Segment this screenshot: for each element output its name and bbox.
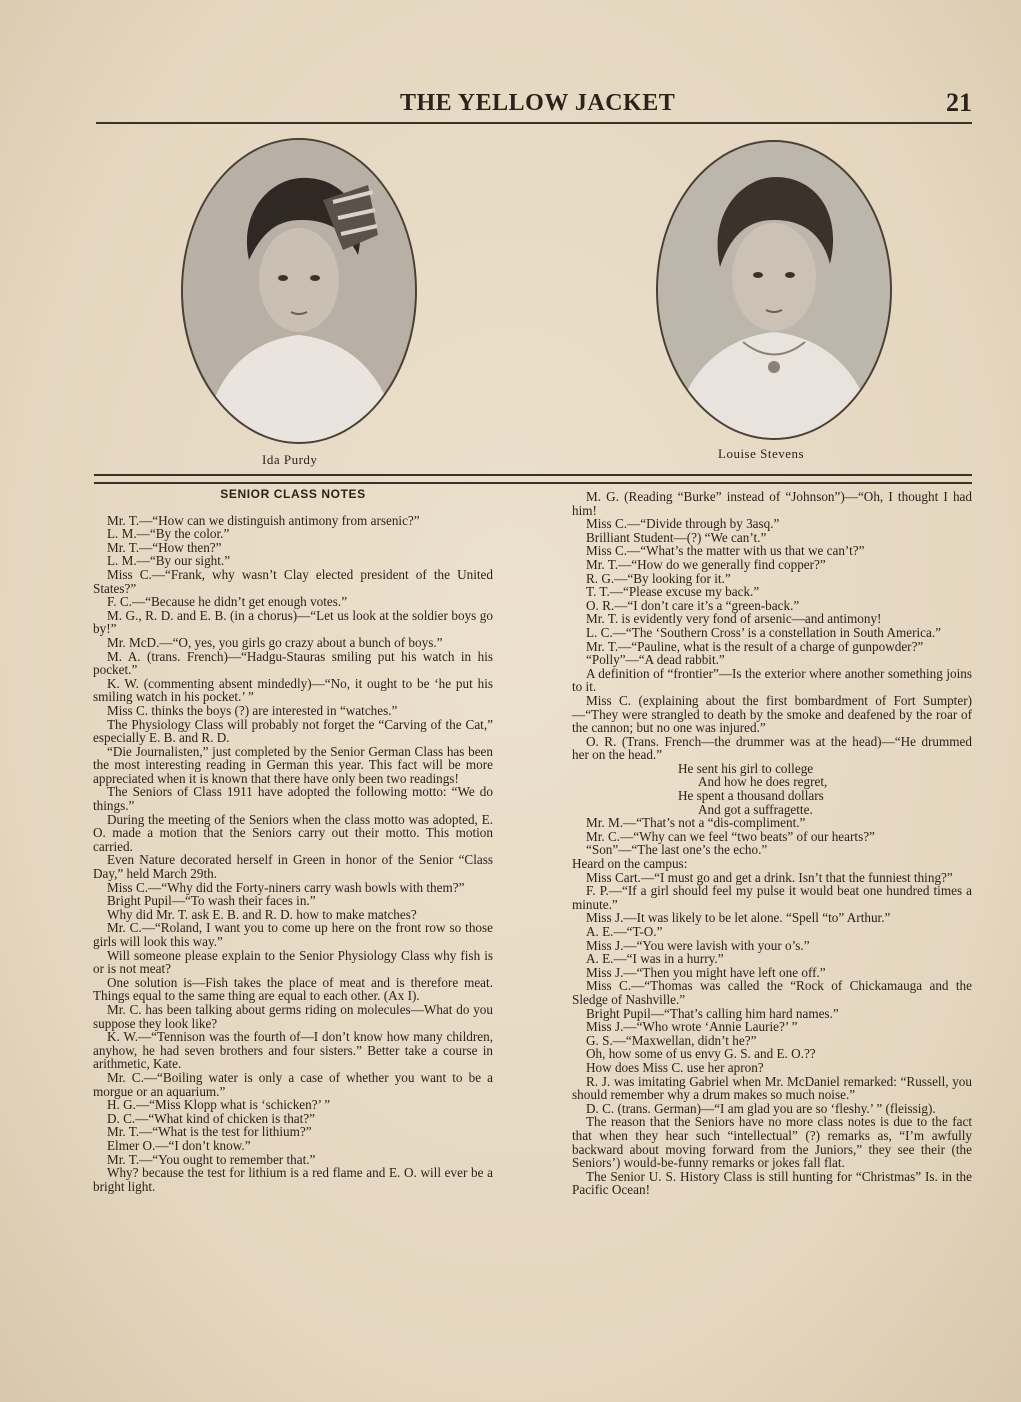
- note-paragraph: Mr. C.—“Roland, I want you to come up here on the front row so those girls will look this way.”: [93, 920, 493, 949]
- portrait-figure-icon: [658, 142, 890, 438]
- portrait-caption-ida-purdy: Ida Purdy: [262, 452, 318, 467]
- note-paragraph: Mr. T.—“How then?”: [107, 539, 222, 555]
- note-paragraph: Mr. T.—“Pauline, what is the result of a charge of gunpowder?”: [586, 638, 924, 654]
- note-paragraph: How does Miss C. use her apron?: [586, 1059, 764, 1075]
- note-paragraph: Even Nature decorated herself in Green in honor of the Senior “Class Day,” held March 29th.: [93, 852, 493, 882]
- note-paragraph: Mr. C.—“Boiling water is only a case of whether you want to be a morgue or an aquarium.”: [93, 1069, 493, 1099]
- section-divider: [94, 474, 972, 484]
- portrait-photo-louise-stevens: [656, 140, 892, 440]
- campus-subheading: Heard on the campus:: [572, 856, 688, 872]
- note-paragraph: Miss J.—“You were lavish with your o’s.”: [586, 937, 810, 953]
- note-paragraph: Mr. T.—“How do we generally find copper?”: [586, 556, 826, 572]
- note-paragraph: G. S.—“Maxwellan, didn’t he?”: [586, 1032, 757, 1048]
- note-paragraph: M. G., R. D. and E. B. (in a chorus)—“Let us look at the soldier boys go by!”: [93, 607, 493, 637]
- note-paragraph: Mr. C.—“Why can we feel “two beats” of our hearts?”: [586, 828, 875, 844]
- note-paragraph: Mr. T.—“What is the test for lithium?”: [107, 1124, 312, 1140]
- note-paragraph: The reason that the Seniors have no more class notes is due to the fact that when they hear such “intellectual” (?) remarks as, “I’m awfully backward about moving forward from the Juniors,” they see their (the Seniors’) would-be-funny remarks or jokes fall flat.: [572, 1114, 972, 1171]
- note-paragraph: F. C.—“Because he didn’t get enough votes.”: [107, 594, 348, 610]
- note-paragraph: T. T.—“Please excuse my back.”: [586, 584, 760, 600]
- note-paragraph: Will someone please explain to the Senior Physiology Class why fish is or is not meat?: [93, 947, 493, 977]
- verse-line: He sent his girl to college: [678, 760, 814, 776]
- note-paragraph: The Senior U. S. History Class is still hunting for “Christmas” Is. in the Pacific Ocean!: [572, 1168, 972, 1198]
- note-paragraph: M. G. (Reading “Burke” instead of “Johnson”)—“Oh, I thought I had him!: [572, 489, 972, 518]
- note-paragraph: Miss C. (explaining about the first bombardment of Fort Sumpter)—“They were strangled to death by the smoke and deafened by the roar of the cannon; but no one was injured.”: [572, 692, 972, 736]
- note-paragraph: Mr. C. has been talking about germs riding on molecules—What do you suppose they look like?: [93, 1001, 493, 1031]
- note-paragraph: Mr. T. is evidently very fond of arsenic—and antimony!: [586, 611, 882, 627]
- note-paragraph: Miss J.—It was likely to be let alone. “Spell “to” Arthur.”: [586, 910, 891, 926]
- note-paragraph: Miss C.—“Frank, why wasn’t Clay elected president of the United States?”: [93, 566, 493, 596]
- portrait-caption-louise-stevens: Louise Stevens: [718, 446, 805, 461]
- note-paragraph: A. E.—“I was in a hurry.”: [586, 951, 724, 967]
- note-paragraph: Brilliant Student—(?) “We can’t.”: [586, 529, 767, 545]
- note-paragraph: Miss C. thinks the boys (?) are interested in “watches.”: [107, 702, 398, 718]
- note-paragraph: The Seniors of Class 1911 have adopted the following motto: “We do things.”: [93, 784, 493, 814]
- page-number: 21: [946, 88, 972, 117]
- note-paragraph: O. R. (Trans. French—the drummer was at the head)—“He drummed her on the head.”: [572, 733, 972, 763]
- note-paragraph: Mr. McD.—“O, yes, you girls go crazy about a bunch of boys.”: [107, 634, 443, 650]
- note-paragraph: One solution is—Fish takes the place of meat and is therefore meat. Things equal to the same thing are equal to each other. (Ax I).: [93, 974, 493, 1004]
- note-paragraph: H. G.—“Miss Klopp what is ‘schicken?’ ”: [107, 1097, 331, 1113]
- note-paragraph: “Son”—“The last one’s the echo.”: [586, 842, 768, 858]
- note-paragraph: D. C. (trans. German)—“I am glad you are so ‘fleshy.’ ” (fleissig).: [586, 1100, 936, 1116]
- note-paragraph: Miss C.—“Thomas was called the “Rock of Chickamauga and the Sledge of Nashville.”: [572, 978, 972, 1007]
- note-paragraph: R. G.—“By looking for it.”: [586, 570, 731, 586]
- verse-line: And how he does regret,: [698, 774, 828, 790]
- note-paragraph: L. M.—“By the color.”: [107, 526, 230, 542]
- note-paragraph: Elmer O.—“I don’t know.”: [107, 1137, 251, 1153]
- note-paragraph: D. C.—“What kind of chicken is that?”: [107, 1110, 316, 1126]
- note-paragraph: L. C.—“The ‘Southern Cross’ is a constellation in South America.”: [586, 624, 942, 640]
- note-paragraph: A. E.—“T-O.”: [586, 924, 663, 939]
- note-paragraph: Miss C.—“What’s the matter with us that we can’t?”: [586, 543, 865, 559]
- portrait-figure-icon: [183, 140, 415, 442]
- portrait-photo-ida-purdy: [181, 138, 417, 444]
- note-paragraph: K. W.—“Tennison was the fourth of—I don’t know how many children, anyhow, he had seven brothers and four sisters.” Better take a course in arithmetic, Kate.: [93, 1029, 493, 1072]
- note-paragraph: Mr. T.—“You ought to remember that.”: [107, 1151, 316, 1167]
- note-paragraph: Mr. M.—“That’s not a “dis-compliment.”: [586, 815, 806, 831]
- note-paragraph: Oh, how some of us envy G. S. and E. O.??: [586, 1046, 816, 1062]
- note-paragraph: “Polly”—“A dead rabbit.”: [586, 652, 725, 668]
- masthead: [96, 88, 972, 124]
- note-paragraph: Why? because the test for lithium is a red flame and E. O. will ever be a bright light.: [93, 1165, 493, 1194]
- note-paragraph: Why did Mr. T. ask E. B. and R. D. how to make matches?: [107, 906, 417, 922]
- note-paragraph: The Physiology Class will probably not forget the “Carving of the Cat,” especially E. B. and R. D.: [93, 716, 493, 746]
- note-paragraph: L. M.—“By our sight.”: [107, 553, 231, 569]
- note-paragraph: Mr. T.—“How can we distinguish antimony from arsenic?”: [107, 512, 420, 528]
- article-column-left: [93, 488, 493, 1193]
- note-paragraph: O. R.—“I don’t care it’s a “green-back.”: [586, 597, 800, 613]
- note-paragraph: A definition of “frontier”—Is the exterior where another something joins to it.: [572, 665, 972, 695]
- note-paragraph: F. P.—“If a girl should feel my pulse it would beat one hundred times a minute.”: [572, 883, 972, 912]
- note-paragraph: Bright Pupil—“That’s calling him hard names.”: [586, 1005, 839, 1021]
- note-paragraph: M. A. (trans. French)—“Hadgu-Stauras smiling put his watch in his pocket.”: [93, 648, 493, 678]
- publication-title: THE YELLOW JACKET: [400, 90, 676, 116]
- note-paragraph: K. W. (commenting absent mindedly)—“No, it ought to be ‘he put his smiling watch in his pocket.’ ”: [93, 675, 493, 705]
- note-paragraph: “Die Journalisten,” just completed by the Senior German Class has been the most interesting reading in German this year. This fact will be more appreciated when it is known that there have only been two readings!: [93, 743, 493, 786]
- note-paragraph: R. J. was imitating Gabriel when Mr. McDaniel remarked: “Russell, you should remember why a drum makes so much noise.”: [572, 1073, 972, 1103]
- note-paragraph: Miss Cart.—“I must go and get a drink. Isn’t that the funniest thing?”: [586, 869, 953, 885]
- note-paragraph: Bright Pupil—“To wash their faces in.”: [107, 893, 316, 909]
- verse-line: And got a suffragette.: [698, 801, 813, 817]
- verse-line: He spent a thousand dollars: [678, 788, 824, 804]
- article-heading: SENIOR CLASS NOTES: [220, 487, 366, 501]
- note-paragraph: Miss J.—“Who wrote ‘Annie Laurie?’ ”: [586, 1019, 798, 1035]
- note-paragraph: Miss C.—“Divide through by 3asq.”: [586, 516, 780, 532]
- note-paragraph: Miss C.—“Why did the Forty-niners carry wash bowls with them?”: [107, 879, 465, 895]
- note-paragraph: During the meeting of the Seniors when the class motto was adopted, E. O. made a motion that the Seniors carry out their motto. This motion carried.: [93, 811, 493, 854]
- note-paragraph: Miss J.—“Then you might have left one off.”: [586, 964, 826, 980]
- article-column-right: [572, 490, 972, 1197]
